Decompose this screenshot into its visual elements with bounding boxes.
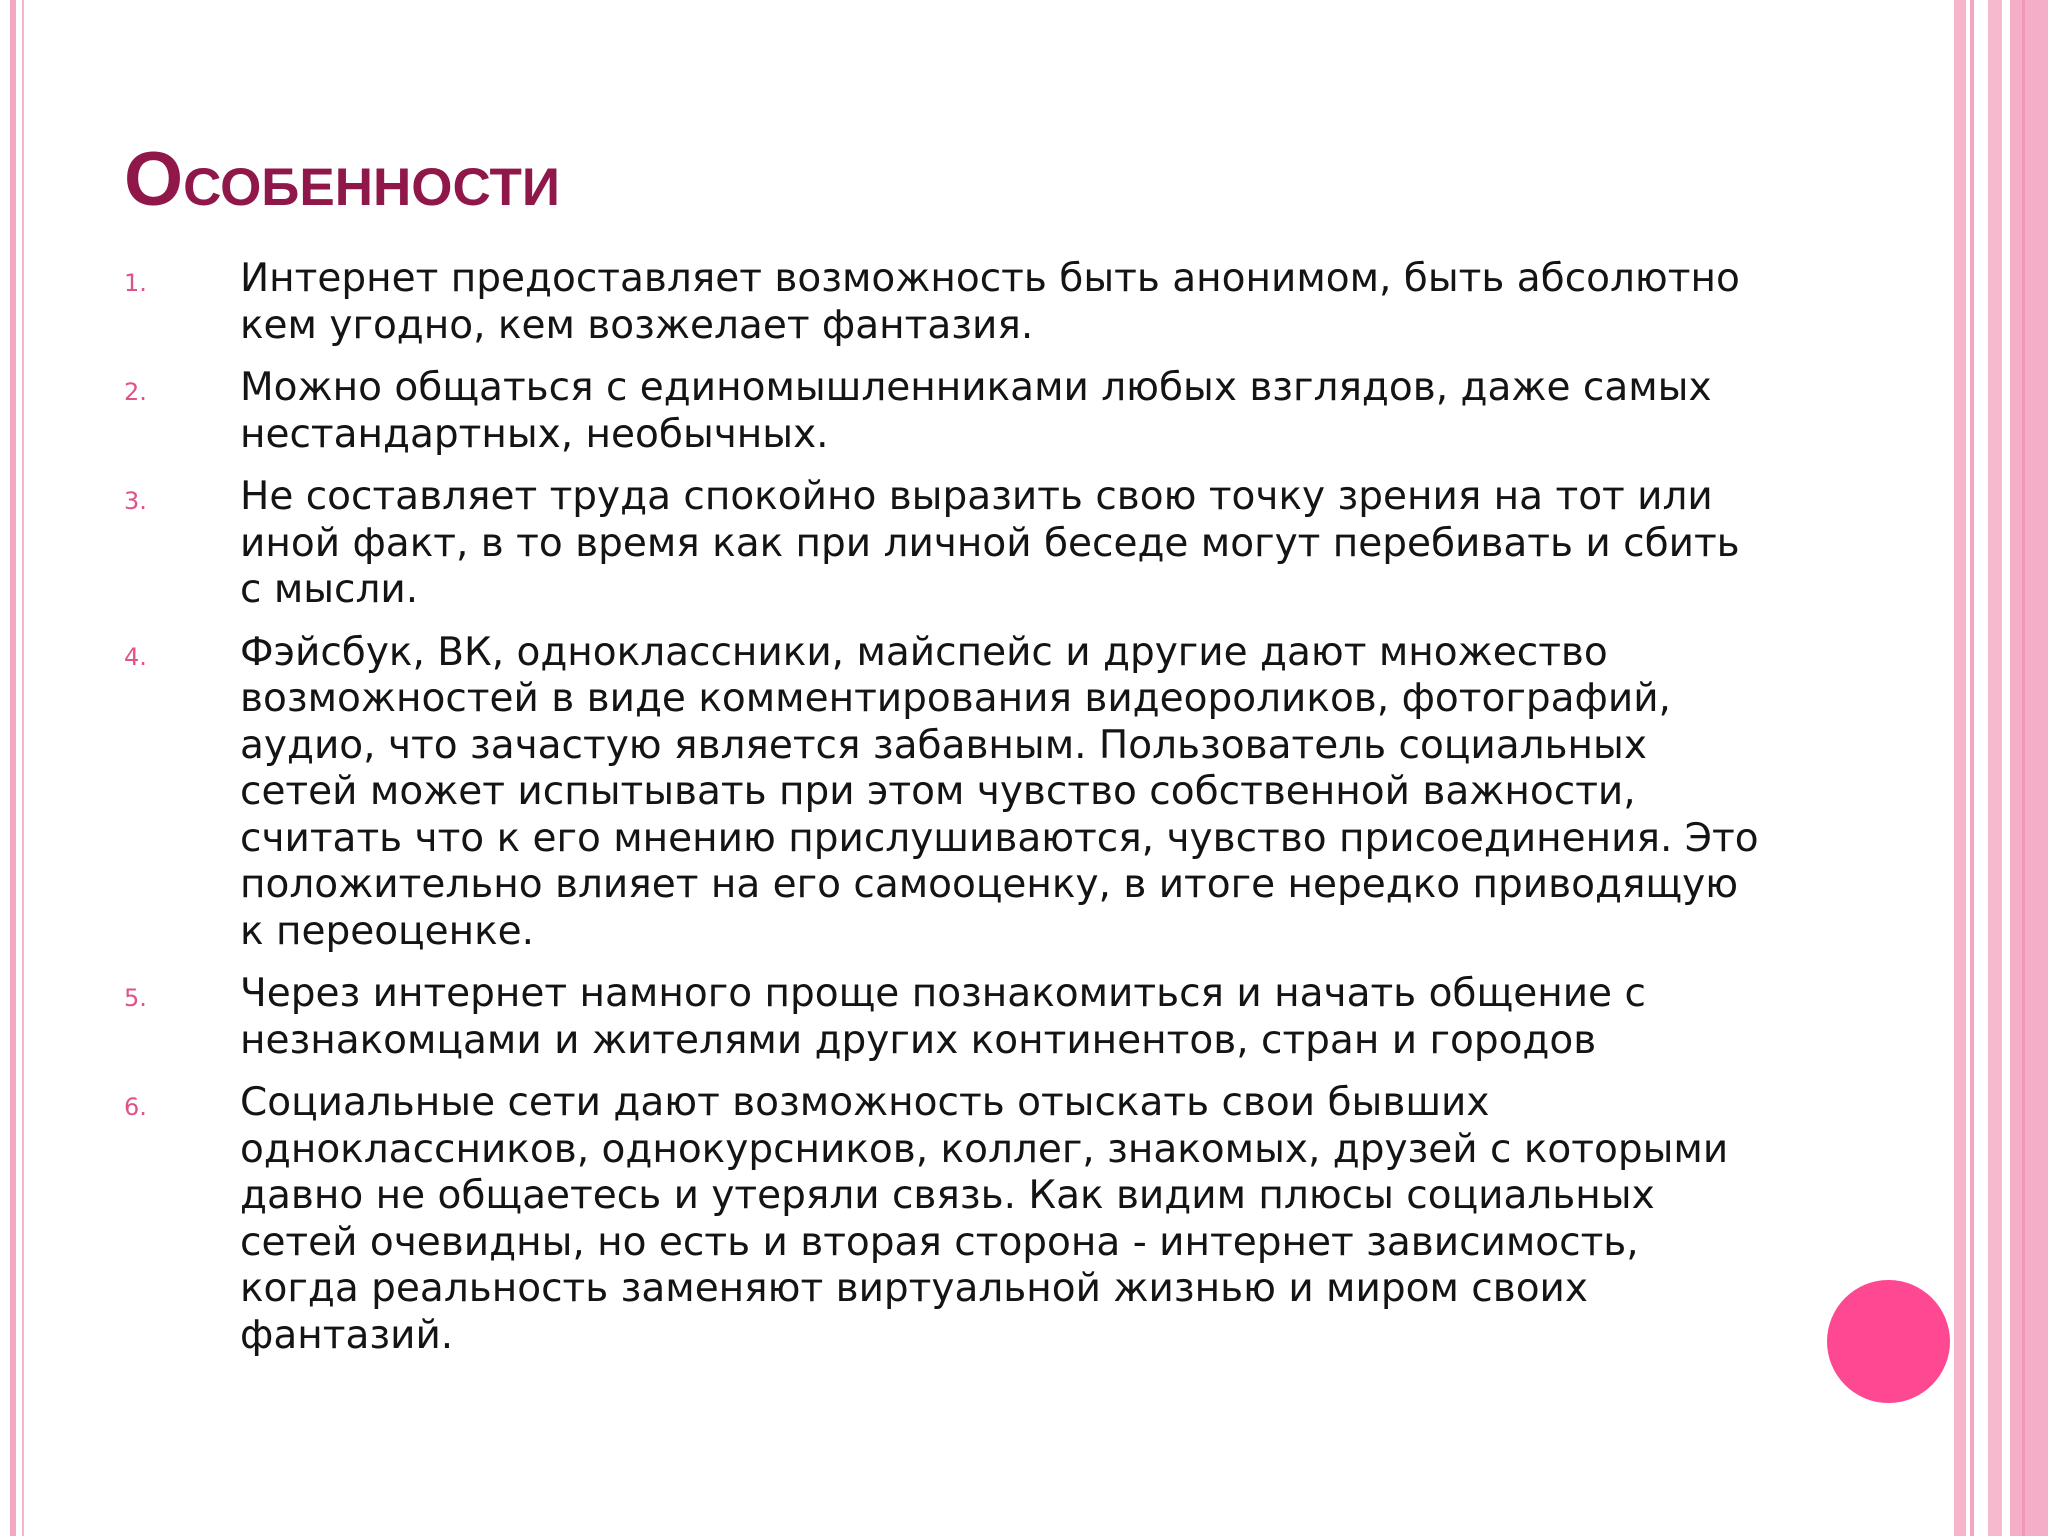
list-item-number: 2. — [124, 378, 147, 406]
list-item-text: Не составляет труда спокойно выразить свою точку зрения на тот или иной факт, в то время как при личной беседе могут перебивать и сбить с мысли. — [240, 474, 1740, 612]
list-item-text: Можно общаться с единомышленниками любых взглядов, даже самых нестандартных, необычных. — [240, 365, 1712, 457]
right-decorative-band — [2010, 0, 2048, 1536]
list-item-number: 1. — [124, 269, 147, 297]
list-item-text: Социальные сети дают возможность отыскать свои бывших одноклассников, однокурсников, коллег, знакомых, друзей с которыми давно не общаетесь и утеряли связь. Как видим плюсы социальных сетей очевидны, но есть и вторая сторона - интернет зависимость, когда реальность заменяют виртуальной жизнью и миром своих фантазий. — [240, 1080, 1729, 1358]
decorative-circle — [1827, 1280, 1950, 1403]
list-item-number: 6. — [124, 1093, 147, 1121]
left-decorative-line — [10, 0, 16, 1536]
list-item-text: Интернет предоставляет возможность быть анонимом, быть абсолютно кем угодно, кем возжелает фантазия. — [240, 256, 1740, 348]
list-item-number: 4. — [124, 642, 147, 671]
list-item — [124, 256, 1764, 349]
slide-title: Особенности — [124, 137, 560, 222]
list-item-number: 3. — [124, 487, 147, 515]
list-item — [124, 630, 1764, 956]
list-item — [124, 1080, 1764, 1359]
list-item — [124, 971, 1764, 1064]
list-item — [124, 474, 1764, 614]
list-item-text: Фэйсбук, ВК, одноклассники, майспейс и другие дают множество возможностей в виде комментирования видеороликов, фотографий, аудио, что зачастую является забавным. Пользователь социальных сетей может испытывать при этом чувство собственной важности, считать что к его мнению прислушиваются, чувство присоединения. Это положительно влияет на его самооценку, в итоге нередко приводящую к переоценке. — [240, 629, 1759, 954]
right-decorative-stripe — [1988, 0, 2002, 1536]
list-item-number: 5. — [124, 984, 147, 1012]
left-decorative-line-thin — [22, 0, 24, 1536]
features-list — [124, 256, 1764, 1375]
list-item-text: Через интернет намного проще познакомиться и начать общение с незнакомцами и жителями других континентов, стран и городов — [240, 971, 1646, 1063]
list-item — [124, 365, 1764, 458]
right-decorative-stripe — [1954, 0, 1966, 1536]
right-decorative-stripe — [2022, 0, 2025, 1536]
right-decorative-stripe — [1970, 0, 1974, 1536]
